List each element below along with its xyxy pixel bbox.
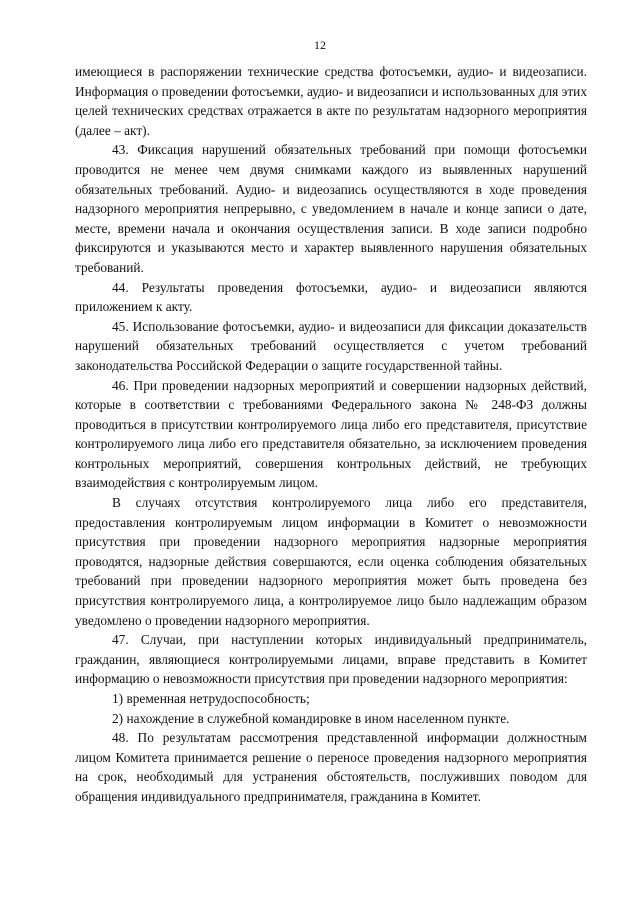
paragraph-44: 44. Результаты проведения фотосъемки, аудио- и видеозаписи являются приложением к акту. [75,279,587,315]
paragraph-45: 45. Использование фотосъемки, аудио- и видеозаписи для фиксации доказательств нарушений обязательных требований осуществляется с учетом требований законодательства Российской Федерации о защите государственной тайны. [75,318,587,373]
paragraph-46-absence: В случаях отсутствия контролируемого лица либо его представителя, предоставления контролируемым лицом информации в Комитет о невозможности присутствия при проведении надзорного мероприятия надзорные мероприятия проводятся, надзорные действия совершаются, если оценка соблюдения обязательных требований при проведении надзорного мероприятия может быть проведена без присутствия контролируемого лица, а контролируемое лицо было надлежащим образом уведомлено о проведении надзорного мероприятия. [75,495,587,628]
paragraph-43: 43. Фиксация нарушений обязательных требований при помощи фотосъемки проводится не менее чем двумя снимками каждого из выявленных нарушений обязательных требований. Аудио- и видеозапись осуществляются в ходе проведения надзорного мероприятия непрерывно, с уведомлением в начале и конце записи о дате, месте, времени начала и окончания осуществления записи. В ходе записи подробно фиксируются и указываются место и характер выявленного нарушения обязательных требований. [75,142,587,275]
paragraph-48: 48. По результатам рассмотрения представленной информации должностным лицом Комитета принимается решение о переносе проведения надзорного мероприятия на срок, необходимый для устранения обстоятельств, послуживших поводом для обращения индивидуального предпринимателя, гражданина в Комитет. [75,730,587,804]
paragraph-47: 47. Случаи, при наступлении которых индивидуальный предприниматель, гражданин, являющиеся контролируемыми лицами, вправе представить в Комитет информацию о невозможности присутствия при проведении надзорного мероприятия: [75,632,587,687]
paragraph-46: 46. При проведении надзорных мероприятий и совершении надзорных действий, которые в соответствии с требованиями Федерального закона № 248-ФЗ должны проводиться в присутствии контролируемого лица либо его представителя, присутствие контролируемого лица либо его представителя обязательно, за исключением проведения контрольных мероприятий, совершения контрольных действий, не требующих взаимодействия с контролируемым лицом. [75,377,587,491]
list-item-47-2: 2) нахождение в служебной командировке в ином населенном пункте. [112,710,510,726]
list-item-47-1: 1) временная нетрудоспособность; [112,691,310,706]
page-number: 12 [314,38,326,52]
paragraph-continuation: имеющиеся в распоряжении технические средства фотосъемки, аудио- и видеозаписи. Информация о проведении фотосъемки, аудио- и видеозаписи и использованных для этих целей технических средствах отражается в акте по результатам надзорного мероприятия (далее – акт). [75,64,587,138]
document-body [75,62,587,807]
